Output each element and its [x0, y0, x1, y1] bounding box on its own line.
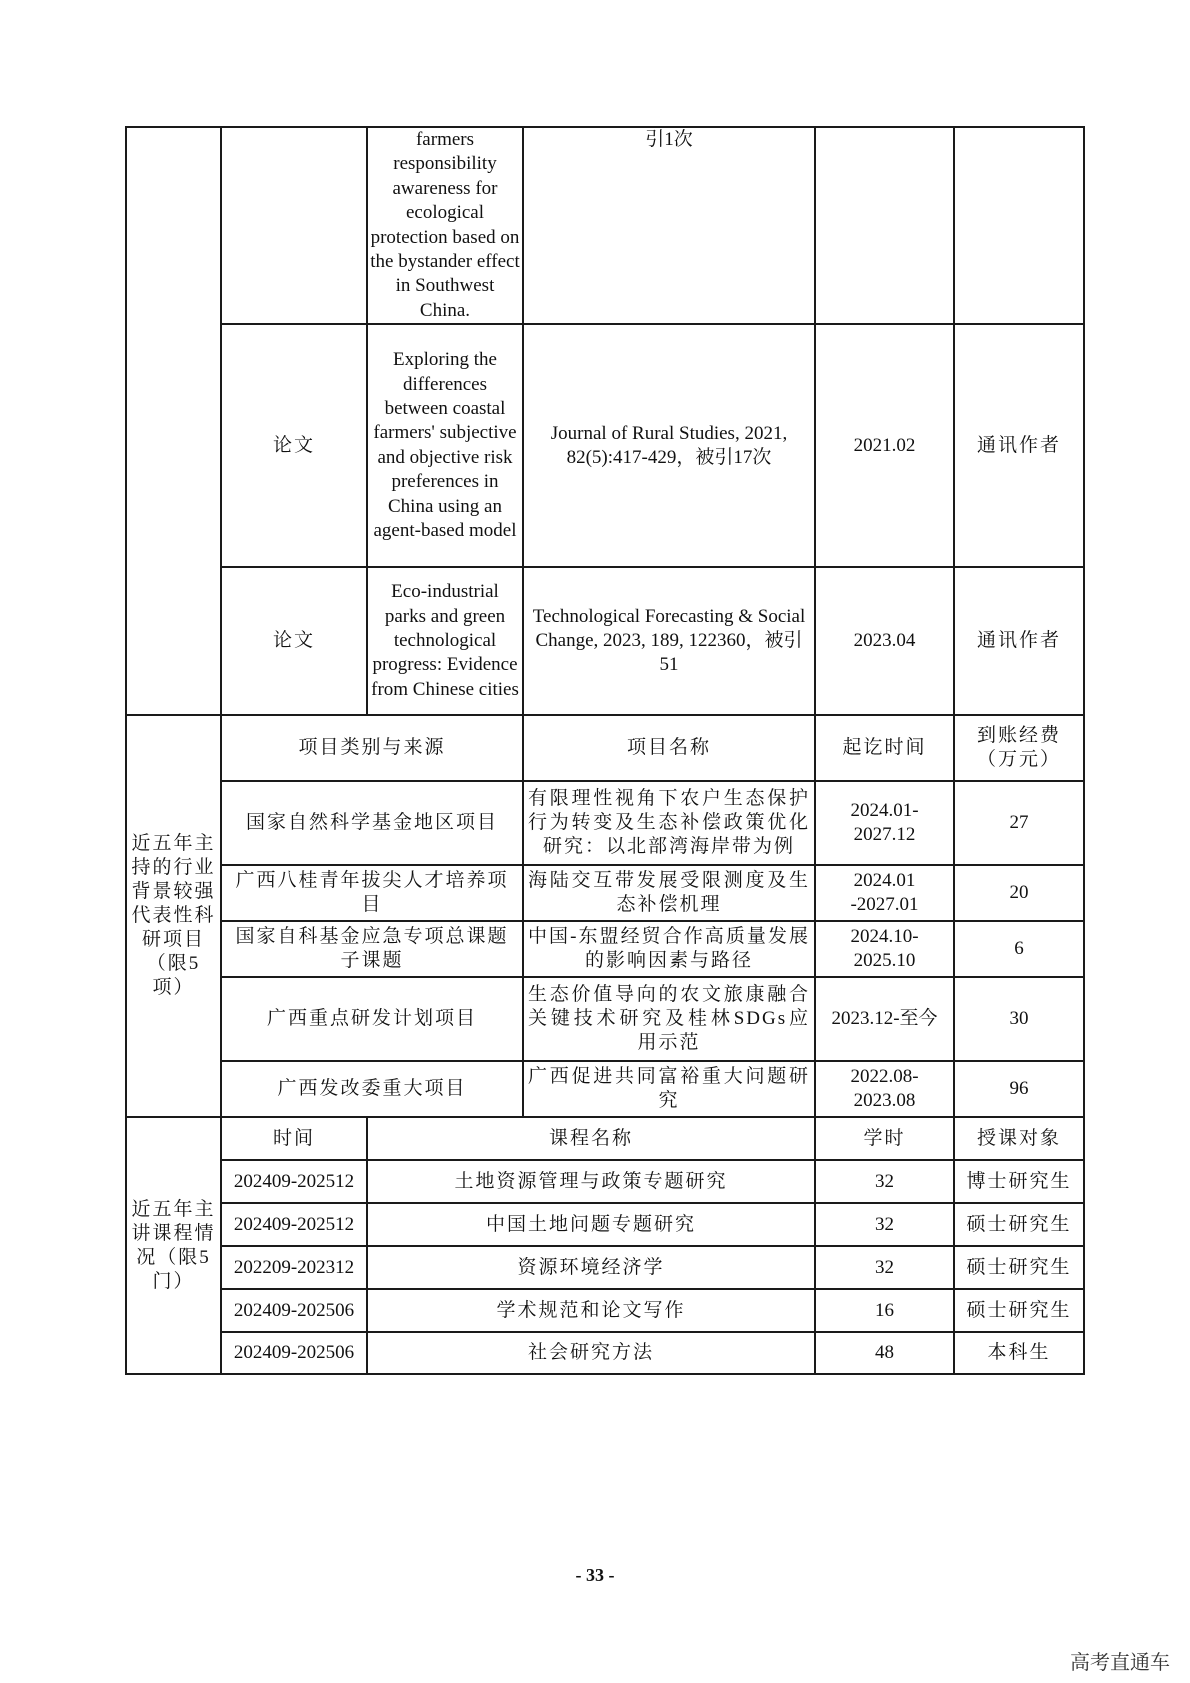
project-period: 2024.10-2025.10 — [815, 921, 954, 977]
course-row — [126, 1246, 1084, 1289]
projects-section-label: 近五年主持的行业背景较强代表性科研项目（限5项） — [126, 715, 221, 1117]
project-name: 中国-东盟经贸合作高质量发展的影响因素与路径 — [523, 921, 815, 977]
course-name: 资源环境经济学 — [367, 1246, 815, 1289]
projects-header-funding: 到账经费（万元） — [954, 715, 1084, 781]
project-funding: 96 — [954, 1061, 1084, 1117]
paper-type: 论文 — [221, 324, 367, 567]
course-audience: 博士研究生 — [954, 1160, 1084, 1203]
course-audience: 硕士研究生 — [954, 1289, 1084, 1332]
project-name: 生态价值导向的农文旅康融合关键技术研究及桂林SDGs应用示范 — [523, 977, 815, 1061]
project-period: 2022.08-2023.08 — [815, 1061, 954, 1117]
course-hours: 16 — [815, 1289, 954, 1332]
project-category: 广西八桂青年拔尖人才培养项目 — [221, 865, 523, 921]
project-category: 广西发改委重大项目 — [221, 1061, 523, 1117]
paper-title: Eco-industrial parks and green technological progress: Evidence from Chinese cities — [367, 567, 523, 715]
course-time: 202409-202512 — [221, 1203, 367, 1246]
course-name: 中国土地问题专题研究 — [367, 1203, 815, 1246]
course-name: 土地资源管理与政策专题研究 — [367, 1160, 815, 1203]
project-period: 2024.01-2027.12 — [815, 781, 954, 865]
project-period: 2024.01 -2027.01 — [815, 865, 954, 921]
project-category: 国家自然科学基金地区项目 — [221, 781, 523, 865]
project-row — [126, 921, 1084, 977]
project-name: 广西促进共同富裕重大问题研究 — [523, 1061, 815, 1117]
paper-type: 论文 — [221, 567, 367, 715]
courses-header-row — [126, 1117, 1084, 1160]
project-row — [126, 1061, 1084, 1117]
paper-row — [126, 324, 1084, 567]
course-hours: 32 — [815, 1246, 954, 1289]
courses-header-time: 时间 — [221, 1117, 367, 1160]
course-hours: 32 — [815, 1203, 954, 1246]
course-audience: 硕士研究生 — [954, 1246, 1084, 1289]
course-hours: 48 — [815, 1332, 954, 1374]
paper-row — [126, 127, 1084, 324]
paper-journal: Technological Forecasting & Social Change, 2023, 189, 122360，被引51 — [523, 567, 815, 715]
project-row — [126, 865, 1084, 921]
projects-header-category: 项目类别与来源 — [221, 715, 523, 781]
course-audience: 本科生 — [954, 1332, 1084, 1374]
course-hours: 32 — [815, 1160, 954, 1203]
project-funding: 30 — [954, 977, 1084, 1061]
paper-title: farmers responsibility awareness for ecological protection based on the bystander effect in Southwest China. — [367, 127, 523, 324]
paper-date: 2021.02 — [815, 324, 954, 567]
courses-header-hours: 学时 — [815, 1117, 954, 1160]
paper-row — [126, 567, 1084, 715]
projects-header-name: 项目名称 — [523, 715, 815, 781]
paper-role — [954, 127, 1084, 324]
course-name: 学术规范和论文写作 — [367, 1289, 815, 1332]
course-row — [126, 1203, 1084, 1246]
paper-role: 通讯作者 — [954, 567, 1084, 715]
papers-section-label — [126, 127, 221, 715]
page-number: - 33 - — [575, 1565, 615, 1585]
paper-role: 通讯作者 — [954, 324, 1084, 567]
project-name: 有限理性视角下农户生态保护行为转变及生态补偿政策优化研究：以北部湾海岸带为例 — [523, 781, 815, 865]
paper-date: 2023.04 — [815, 567, 954, 715]
course-time: 202409-202506 — [221, 1332, 367, 1374]
project-row — [126, 781, 1084, 865]
paper-journal: Journal of Rural Studies, 2021, 82(5):417-429，被引17次 — [523, 324, 815, 567]
course-name: 社会研究方法 — [367, 1332, 815, 1374]
project-category: 广西重点研发计划项目 — [221, 977, 523, 1061]
projects-header-period: 起讫时间 — [815, 715, 954, 781]
watermark: 高考直通车 — [1070, 1650, 1170, 1674]
courses-header-audience: 授课对象 — [954, 1117, 1084, 1160]
project-funding: 27 — [954, 781, 1084, 865]
project-name: 海陆交互带发展受限测度及生态补偿机理 — [523, 865, 815, 921]
course-row — [126, 1160, 1084, 1203]
project-period: 2023.12-至今 — [815, 977, 954, 1061]
course-time: 202209-202312 — [221, 1246, 367, 1289]
project-category: 国家自科基金应急专项总课题子课题 — [221, 921, 523, 977]
projects-header-row — [126, 715, 1084, 781]
project-row — [126, 977, 1084, 1061]
course-time: 202409-202512 — [221, 1160, 367, 1203]
paper-type — [221, 127, 367, 324]
paper-date — [815, 127, 954, 324]
paper-journal: 引1次 — [523, 127, 815, 324]
courses-header-name: 课程名称 — [367, 1117, 815, 1160]
project-funding: 6 — [954, 921, 1084, 977]
course-row — [126, 1289, 1084, 1332]
course-row — [126, 1332, 1084, 1374]
project-funding: 20 — [954, 865, 1084, 921]
course-time: 202409-202506 — [221, 1289, 367, 1332]
paper-title: Exploring the differences between coastal farmers' subjective and objective risk preferences in China using an agent-based model — [367, 324, 523, 567]
course-audience: 硕士研究生 — [954, 1203, 1084, 1246]
document-table — [125, 126, 1085, 1375]
courses-section-label: 近五年主讲课程情况（限5门） — [126, 1117, 221, 1374]
